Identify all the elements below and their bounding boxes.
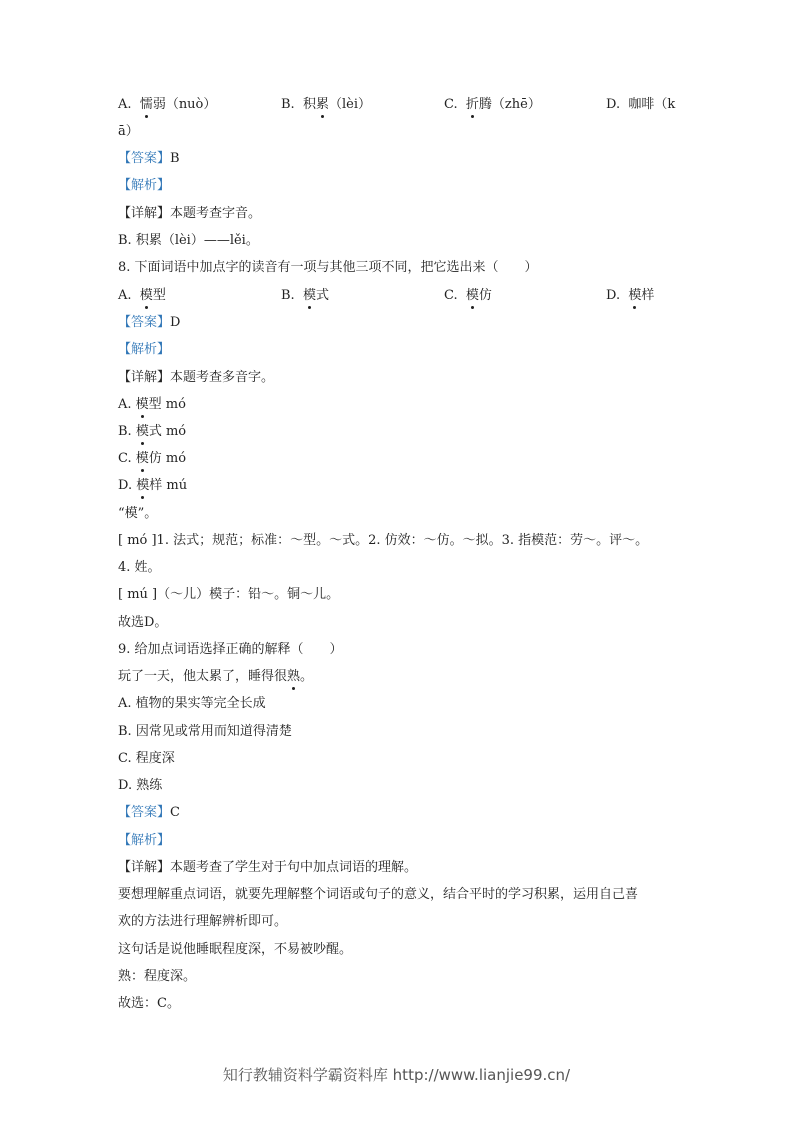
q8-answer: 【答案】D (118, 315, 181, 330)
q9-option-a: A. 植物的果实等完全长成 (118, 696, 266, 711)
q8-char-quote: “模”。 (118, 506, 158, 521)
q8-option-c: C. 模仿 (444, 288, 492, 303)
q9-paragraph-2: 这句话是说他睡眠程度深，不易被吵醒。 (118, 942, 353, 957)
q8-item-b: B. 模式 mó (118, 424, 187, 439)
q9-option-d: D. 熟练 (118, 778, 163, 793)
q9-paragraph-1-cont: 欢的方法进行理解辨析即可。 (118, 914, 288, 929)
q7-option-c: C. 折腾（zhē） (444, 97, 541, 112)
q7-answer: 【答案】B (118, 151, 180, 166)
q9-question: 9. 给加点词语选择正确的解释（ ） (118, 642, 343, 657)
q7-note: B. 积累（lèi）——lěi。 (118, 233, 259, 248)
q8-question: 8. 下面词语中加点字的读音有一项与其他三项不同，把它选出来（ ） (118, 260, 538, 275)
q7-option-a: A. 懦弱（nuò） (118, 97, 217, 112)
q9-sentence: 玩了一天，他太累了，睡得很熟。 (118, 669, 314, 684)
q9-detail: 【详解】本题考查了学生对于句中加点词语的理解。 (118, 860, 418, 875)
q7-option-d: D. 咖啡（k (606, 97, 676, 112)
q8-item-c: C. 模仿 mó (118, 451, 187, 466)
q8-option-b: B. 模式 (281, 288, 329, 303)
q7-detail: 【详解】本题考查字音。 (118, 206, 262, 221)
q8-item-a: A. 模型 mó (118, 397, 186, 412)
q9-option-c: C. 程度深 (118, 751, 175, 766)
q8-detail: 【详解】本题考查多音字。 (118, 370, 275, 385)
q7-option-d-wrap: ā） (118, 124, 139, 139)
q9-choose: 故选：C。 (118, 996, 180, 1011)
q9-paragraph-1: 要想理解重点词语，就要先理解整个词语或句子的意义，结合平时的学习积累，运用自己喜 (118, 887, 639, 902)
q9-answer: 【答案】C (118, 805, 180, 820)
q8-option-a: A. 模型 (118, 288, 166, 303)
q8-definition-mo: [ mó ]1. 法式；规范；标准：～型。～式。2. 仿效：～仿。～拟。3. 指模范：劳～。评～。 (118, 533, 649, 548)
q9-paragraph-3: 熟：程度深。 (118, 969, 197, 984)
q9-option-b: B. 因常见或常用而知道得清楚 (118, 724, 292, 739)
q7-option-b: B. 积累（lèi） (281, 97, 371, 112)
q8-definition-mo-cont: 4. 姓。 (118, 560, 161, 575)
q8-item-d: D. 模样 mú (118, 478, 188, 493)
q8-definition-mu: [ mú ]（～儿）模子：铅～。铜～儿。 (118, 587, 340, 602)
q8-analysis-tag: 【解析】 (118, 342, 171, 357)
q9-analysis-tag: 【解析】 (118, 833, 171, 848)
q7-analysis-tag: 【解析】 (118, 178, 171, 193)
q8-choose: 故选D。 (118, 615, 168, 630)
footer-watermark: 知行教辅资料学霸资料库 http://www.lianjie99.cn/ (222, 1066, 571, 1084)
q8-option-d: D. 模样 (606, 288, 655, 303)
